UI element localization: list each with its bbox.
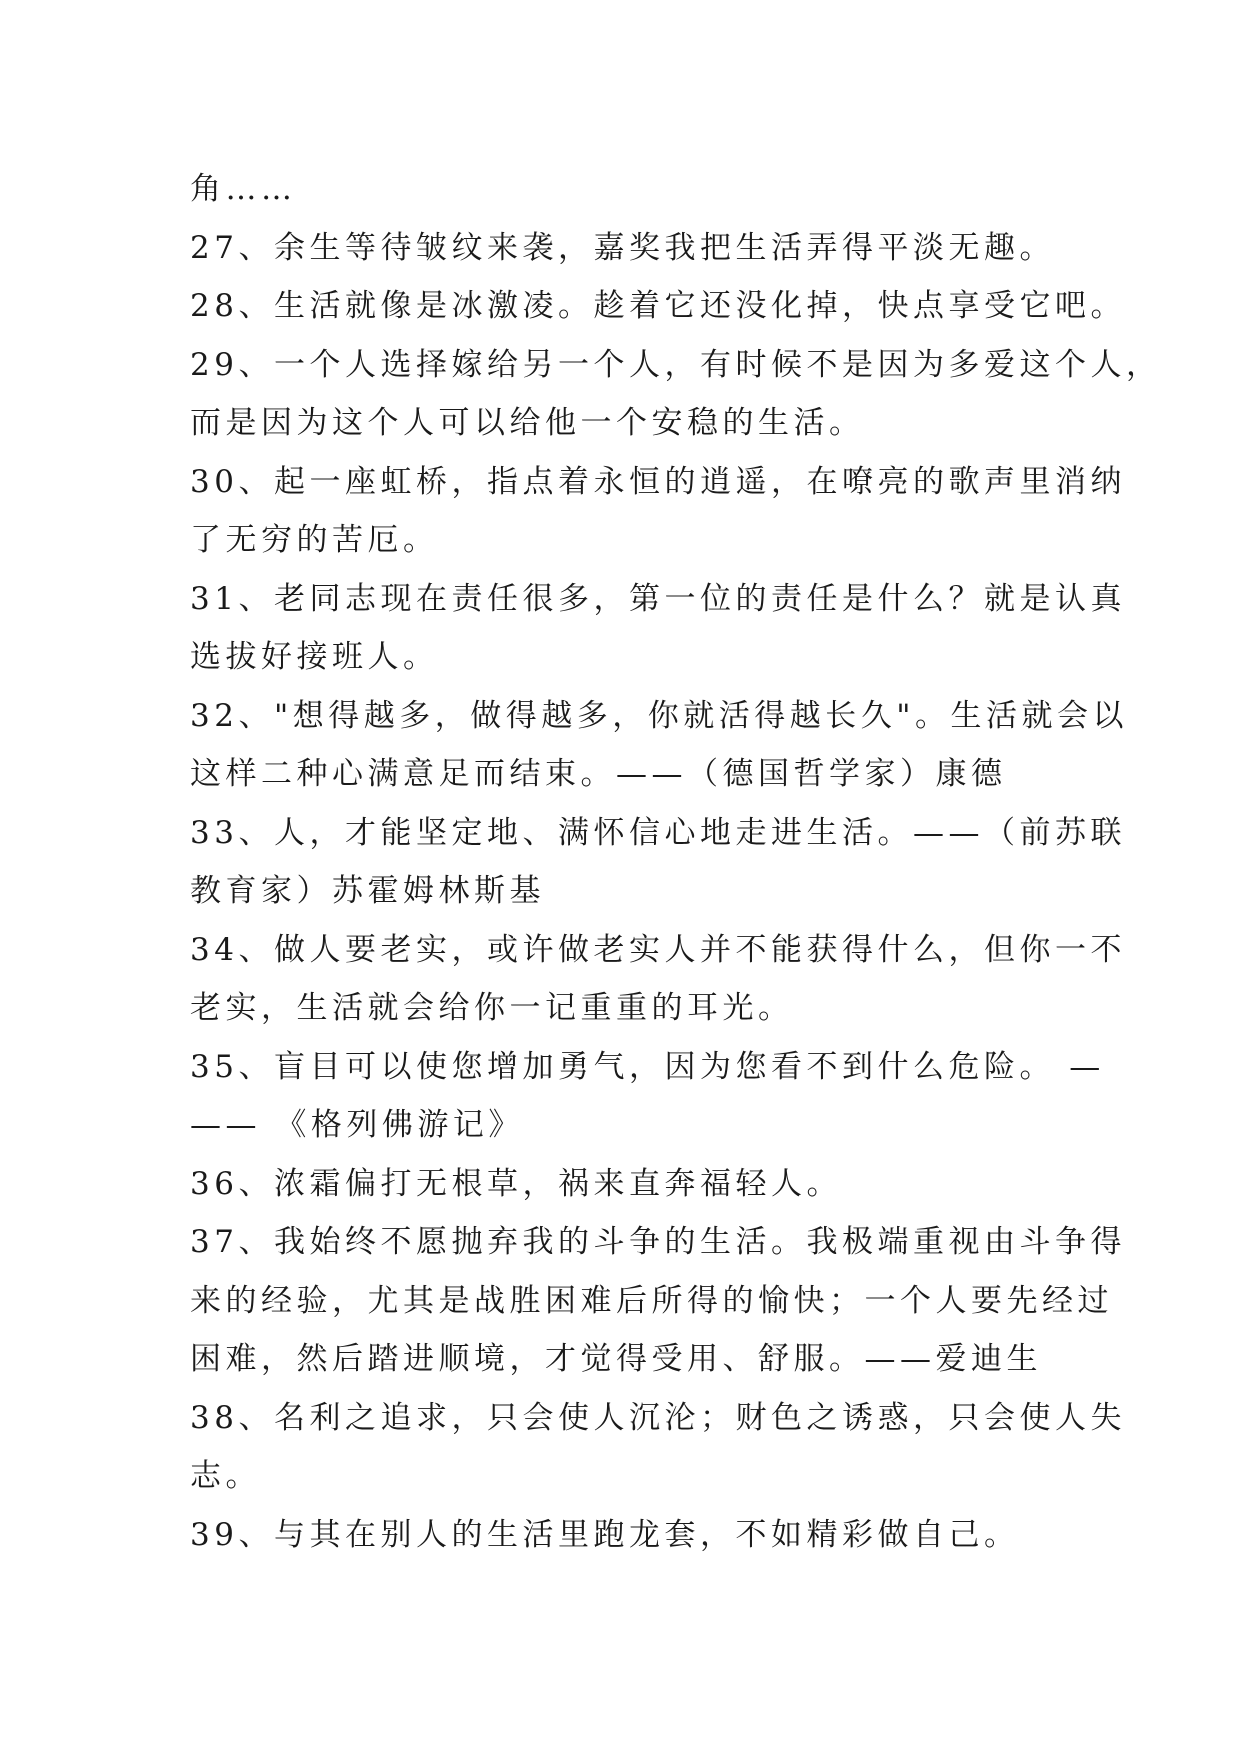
text-line: 38、名利之追求，只会使人沉沦；财色之诱惑，只会使人失: [190, 1399, 1126, 1436]
text-line: 这样二种心满意足而结束。——（德国哲学家）康德: [190, 756, 1007, 792]
text-line: 角……: [190, 171, 297, 207]
text-line: 来的经验，尤其是战胜困难后所得的愉快；一个人要先经过: [190, 1282, 1113, 1319]
text-line: 32、"想得越多，做得越多，你就活得越长久"。生活就会以: [190, 697, 1128, 734]
text-line: 了无穷的苦厄。: [190, 522, 439, 558]
text-line: 29、一个人选择嫁给另一个人，有时候不是因为多爱这个人，: [190, 346, 1162, 383]
text-line: 28、生活就像是冰激凌。趁着它还没化掉，快点享受它吧。: [190, 288, 1126, 324]
text-line: 30、起一座虹桥，指点着永恒的逍遥，在嘹亮的歌声里消纳: [190, 463, 1126, 500]
text-line: 困难，然后踏进顺境，才觉得受用、舒服。——爱迪生: [190, 1341, 1042, 1377]
text-line: 37、我始终不愿抛弃我的斗争的生活。我极端重视由斗争得: [190, 1224, 1126, 1260]
text-line: 34、做人要老实，或许做老实人并不能获得什么，但你一不: [190, 931, 1126, 968]
text-line: 33、人，才能坚定地、满怀信心地走进生活。——（前苏联: [190, 814, 1126, 851]
text-line: 39、与其在别人的生活里跑龙套，不如精彩做自己。: [190, 1516, 1020, 1553]
document-body: [190, 160, 1162, 1564]
text-line: 31、老同志现在责任很多，第一位的责任是什么？就是认真: [190, 580, 1126, 617]
text-line: 教育家）苏霍姆林斯基: [190, 873, 545, 909]
text-line: 选拔好接班人。: [190, 639, 439, 675]
text-line: 35、盲目可以使您增加勇气，因为您看不到什么危险。 —: [190, 1048, 1105, 1085]
text-line: 而是因为这个人可以给他一个安稳的生活。: [190, 405, 865, 441]
text-line: 老实，生活就会给你一记重重的耳光。: [190, 990, 794, 1026]
text-line: 36、浓霜偏打无根草，祸来直奔福轻人。: [190, 1165, 842, 1202]
text-line: —— 《格列佛游记》: [190, 1107, 524, 1143]
text-line: 27、余生等待皱纹来袭，嘉奖我把生活弄得平淡无趣。: [190, 229, 1055, 266]
text-line: 志。: [190, 1458, 261, 1494]
